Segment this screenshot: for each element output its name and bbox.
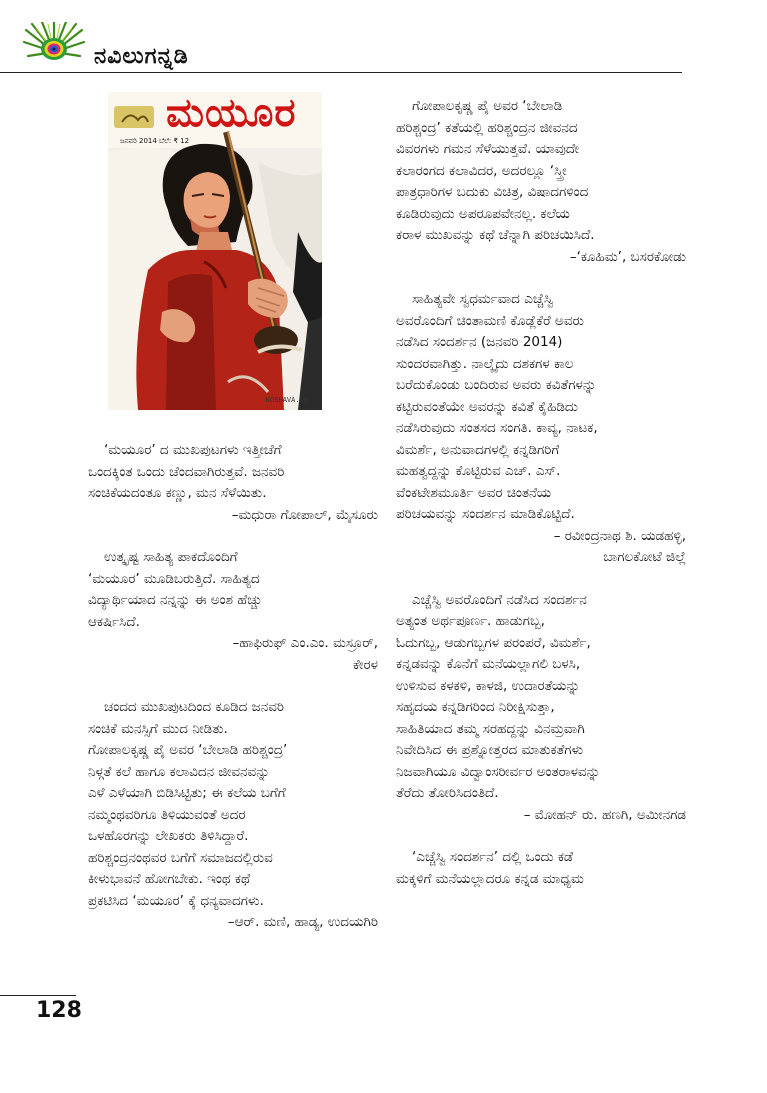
letter-line: ನಿಳ್ಗತೆ ಕಲೆ ಹಾಗೂ ಕಲಾವಿದನ ಜೀವನವನ್ನು: [88, 763, 270, 780]
letter-line: ಹರಿಶ್ಚಂದ್ರ’ ಕತೆಯಲ್ಲಿ ಹರಿಶ್ಚಂದ್ರನ ಜೀವನದ: [396, 119, 578, 136]
letter-line: ಕಲಾರಂಗದ ಕಲಾವಿದರ, ಅದರಲ್ಲೂ ‘ಸ್ತ್ರೀ: [396, 162, 567, 179]
page-number: 128: [36, 998, 82, 1023]
letter-signature: –‘ಕೂಹಿಮ’, ಬಸರಕೋಡು: [569, 248, 686, 265]
letter-line: ಆಕರ್ಷಿಸಿದೆ.: [88, 613, 140, 630]
letter-line: ಕೂಡಿರುವುದು ಅಪರೂಪವೇನಲ್ಲ. ಕಲೆಯ: [396, 205, 570, 222]
letter-line: ‘ಮಯೂರ’ ದ ಮುಖಪುಟಗಳು ಇತ್ತೀಚೆಗೆ: [104, 442, 282, 458]
letter-line: ಮಕ್ಕಳಿಗೆ ಮನೆಯಲ್ಲಾದರೂ ಕನ್ನಡ ಮಾಧ್ಯಮ: [396, 870, 584, 887]
letter-line: ಗೋಪಾಲಕೃಷ್ಣ ಪೈ ಅವರ ‘ಬೇಲಾಡಿ: [412, 98, 563, 114]
cover-artist-signature: KOSHAVA.KM: [265, 396, 308, 404]
letter-line: ವಿಮರ್ಶೆ, ಅನುವಾದಗಳಲ್ಲಿ ಕನ್ನಡಿಗರಿಗೆ: [396, 441, 560, 458]
letter-line: ಸುಂದರವಾಗಿತ್ತು. ನಾಲ್ಕೈದು ದಶಕಗಳ ಕಾಲ: [396, 355, 574, 372]
letter-line: ನಮ್ಮಂಥವರಿಗೂ ತಿಳಿಯುವಂತೆ ಅದರ: [88, 806, 246, 823]
letter-line: ಪ್ರಕಟಿಸಿದ ‘ಮಯೂರ’ ಕ್ಕೆ ಧನ್ಯವಾದಗಳು.: [88, 892, 264, 909]
letter-signature-place: ಬಾಗಲಕೋಟೆ ಜಿಲ್ಲೆ: [603, 549, 686, 565]
letter-line: ಎಚ್ಚೆಸ್ವಿ ಅವರೊಂದಿಗೆ ನಡೆಸಿದ ಸಂದರ್ಶನ: [412, 591, 587, 608]
letter-line: ‘ಮಯೂರ’ ಮೂಡಿಬರುತ್ತಿದೆ. ಸಾಹಿತ್ಯದ: [88, 570, 260, 587]
letter-line: ಕಟ್ಟಿರುವಂತೆಯೇ ಅವರನ್ನು ಕವಿತೆ ಕೈಹಿಡಿದು: [396, 398, 578, 415]
letter-line: ಕೀಳುಭಾವನೆ ಹೋಗಬೇಕು. ಇಂಥ ಕಥೆ: [88, 871, 251, 887]
letter-line: ಸಂಚಿಕೆಯದಂತೂ ಕಣ್ಣು, ಮನ ಸೆಳೆಯಿತು.: [88, 485, 267, 501]
letter-line: ಕರಾಳ ಮುಖವನ್ನು ಕಥೆ ಚೆನ್ನಾಗಿ ಪರಿಚಯಿಸಿದೆ.: [396, 227, 595, 243]
letter-signature: –ಆರ್. ಮಣಿ, ಹಾಡ್ಯ, ಉದಯಗಿರಿ: [227, 914, 378, 930]
letter-signature-place: ಕೇರಳ: [353, 656, 378, 673]
peacock-feather-logo: [22, 22, 86, 72]
letter-line: ಅತ್ಯಂತ ಅರ್ಥಪೂರ್ಣ. ಹಾಡುಗಬ್ಬ,: [396, 613, 545, 629]
letter-line: ಒಳಹೊರಗನ್ನು ಲೇಖಕರು ತಿಳಿಸಿದ್ದಾರೆ.: [88, 828, 249, 844]
reader-letter: [88, 547, 378, 676]
letter-line: ‘ಎಚ್ಚೆಸ್ವಿ ಸಂದರ್ಶನ’ ದಲ್ಲಿ ಒಂದು ಕಡೆ: [412, 849, 574, 865]
section-title: ನವಿಲುಗನ್ನಡಿ: [94, 44, 189, 69]
letter-spacer: [396, 268, 686, 289]
letter-spacer: [396, 826, 686, 847]
letter-line: ವಿವರಗಳು ಗಮನ ಸೆಳೆಯುತ್ತವೆ. ಯಾವುದೇ: [396, 141, 580, 157]
letter-line: ಸಂಚಿಕೆ ಮನಸ್ಸಿಗೆ ಮುದ ನೀಡಿತು.: [88, 720, 228, 737]
letter-line: ತೆರೆದು ತೋರಿಸಿದಂತಿದೆ.: [396, 785, 499, 801]
letter-line: ಅವರೊಂದಿಗೆ ಚಿಂತಾಮಣಿ ಕೊಡ್ಲೆಕೆರೆ ಅವರು: [396, 312, 584, 329]
letter-signature: –ಹಾಫಿರುಫ್ ಎಂ.ಎಂ. ಮಸ್ರೂರ್,: [232, 635, 378, 651]
letter-line: ನಡೆಸಿರುವುದು ಸಂತಸದ ಸಂಗತಿ. ಕಾವ್ಯ, ನಾಟಕ,: [396, 420, 598, 436]
letter-signature: –ಮಧುರಾ ಗೋಪಾಲ್, ಮೈಸೂರು: [231, 506, 378, 523]
left-column: [88, 440, 378, 934]
letter-line: ವೆಂಕಟೇಶಮೂರ್ತಿ ಅವರ ಚಿಂತನೆಯ: [396, 484, 552, 501]
footer-divider: [0, 995, 76, 996]
cover-masthead: ಮಯೂರ: [166, 92, 297, 136]
cover-date-line: ಜನವರಿ 2014 ಬೆಲೆ: ₹ 12: [120, 137, 190, 145]
reader-letter: [88, 440, 378, 526]
reader-letter: [396, 590, 686, 827]
letter-line: ನಡೆಸಿದ ಸಂದರ್ಶನ (ಜನವರಿ 2014): [396, 334, 563, 350]
reader-letter: [396, 96, 686, 268]
reader-letter: [396, 289, 686, 569]
header-divider: [0, 72, 682, 73]
letter-line: ಮಹತ್ವದ್ದನ್ನು ಕೊಟ್ಟಿರುವ ಎಚ್. ಎಸ್.: [396, 463, 561, 479]
reader-letter: [88, 697, 378, 934]
letter-spacer: [396, 569, 686, 590]
letter-line: ಉಳಿಸುವ ಕಳಕಳಿ, ಕಾಳಜಿ, ಉದಾರತೆಯನ್ನು: [396, 677, 580, 694]
letter-line: ಕನ್ನಡವನ್ನು ಕೊನೆಗೆ ಮನೆಯಲ್ಲಾಗಲಿ ಬಳಸಿ,: [396, 656, 581, 672]
letter-spacer: [88, 676, 378, 697]
letter-line: ವಿದ್ಯಾರ್ಥಿಯಾದ ನನ್ನನ್ನು ಈ ಅಂಶ ಹೆಚ್ಚು: [88, 592, 263, 608]
letter-line: ಓದುಗಬ್ಬ, ಆಡುಗಬ್ಬಗಳ ಪರಂಪರೆ, ವಿಮರ್ಶೆ,: [396, 634, 591, 651]
letter-line: ಗೋಪಾಲಕೃಷ್ಣ ಪೈ ಅವರ ‘ಬೇಲಾಡಿ ಹರಿಶ್ಚಂದ್ರ’: [88, 742, 288, 758]
letter-line: ಉತ್ಕೃಷ್ಟ ಸಾಹಿತ್ಯ ಪಾಕದೊಂದಿಗೆ: [104, 549, 238, 565]
letter-spacer: [88, 526, 378, 547]
right-column: [396, 96, 686, 890]
letter-line: ಸಹೃದಯ ಕನ್ನಡಿಗರಿಂದ ನಿರೀಕ್ಷಿಸುತ್ತಾ,: [396, 699, 555, 715]
letter-line: ಹರಿಶ್ಚಂದ್ರನಂಥವರ ಬಗೆಗೆ ಸಮಾಜದಲ್ಲಿರುವ: [88, 849, 273, 866]
letter-line: ನಿಜವಾಗಿಯೂ ವಿದ್ವಾಂಸರೀರ್ವರ ಅಂತರಾಳವನ್ನು: [396, 763, 601, 780]
letter-line: ಒಂದಕ್ಕಿಂತ ಒಂದು ಚೆಂದವಾಗಿರುತ್ತವೆ. ಜನವರಿ: [88, 463, 285, 480]
letter-line: ಪಾತ್ರಧಾರಿಗಳ ಬದುಕು ವಿಚಿತ್ರ, ವಿಷಾದಗಳಿಂದ: [396, 184, 589, 200]
letter-line: ಎಳೆ ಎಳೆಯಾಗಿ ಬಿಡಿಸಿಟ್ಟಿತು; ಈ ಕಲೆಯ ಬಗೆಗೆ: [88, 785, 286, 801]
letter-line: ಸಾಹಿತ್ಯವೇ ಸ್ವಧರ್ಮವಾದ ಎಚ್ಚೆಸ್ವಿ: [412, 291, 554, 307]
letter-line: ಪರಿಚಯವನ್ನು ಸಂದರ್ಶನ ಮಾಡಿಕೊಟ್ಟಿದೆ.: [396, 506, 575, 522]
magazine-cover-image: [108, 92, 322, 410]
letter-line: ಚಂದದ ಮುಖಪುಟದಿಂದ ಕೂಡಿದ ಜನವರಿ: [104, 699, 284, 715]
letter-signature: – ರವೀಂದ್ರನಾಥ ಶಿ. ಯಡಹಳ್ಳಿ,: [553, 527, 686, 544]
letter-line: ಸಾಹಿತಿಯಾದ ತಮ್ಮ ಸರಹದ್ದನ್ನು ವಿನಮ್ರವಾಗಿ: [396, 720, 585, 737]
letter-line: ನಿವೇದಿಸಿದ ಈ ಪ್ರಶ್ನೋತ್ತರದ ಮಾತುಕತೆಗಳು: [396, 742, 584, 758]
letter-line: ಬರೆದುಕೊಂಡು ಬಂದಿರುವ ಅವರು ಕವಿತೆಗಳನ್ನು: [396, 377, 597, 393]
reader-letter: [396, 847, 686, 890]
letter-signature: – ಮೋಹನ್ ರು. ಹಣಗಿ, ಅಮೀನಗಡ: [523, 806, 686, 823]
